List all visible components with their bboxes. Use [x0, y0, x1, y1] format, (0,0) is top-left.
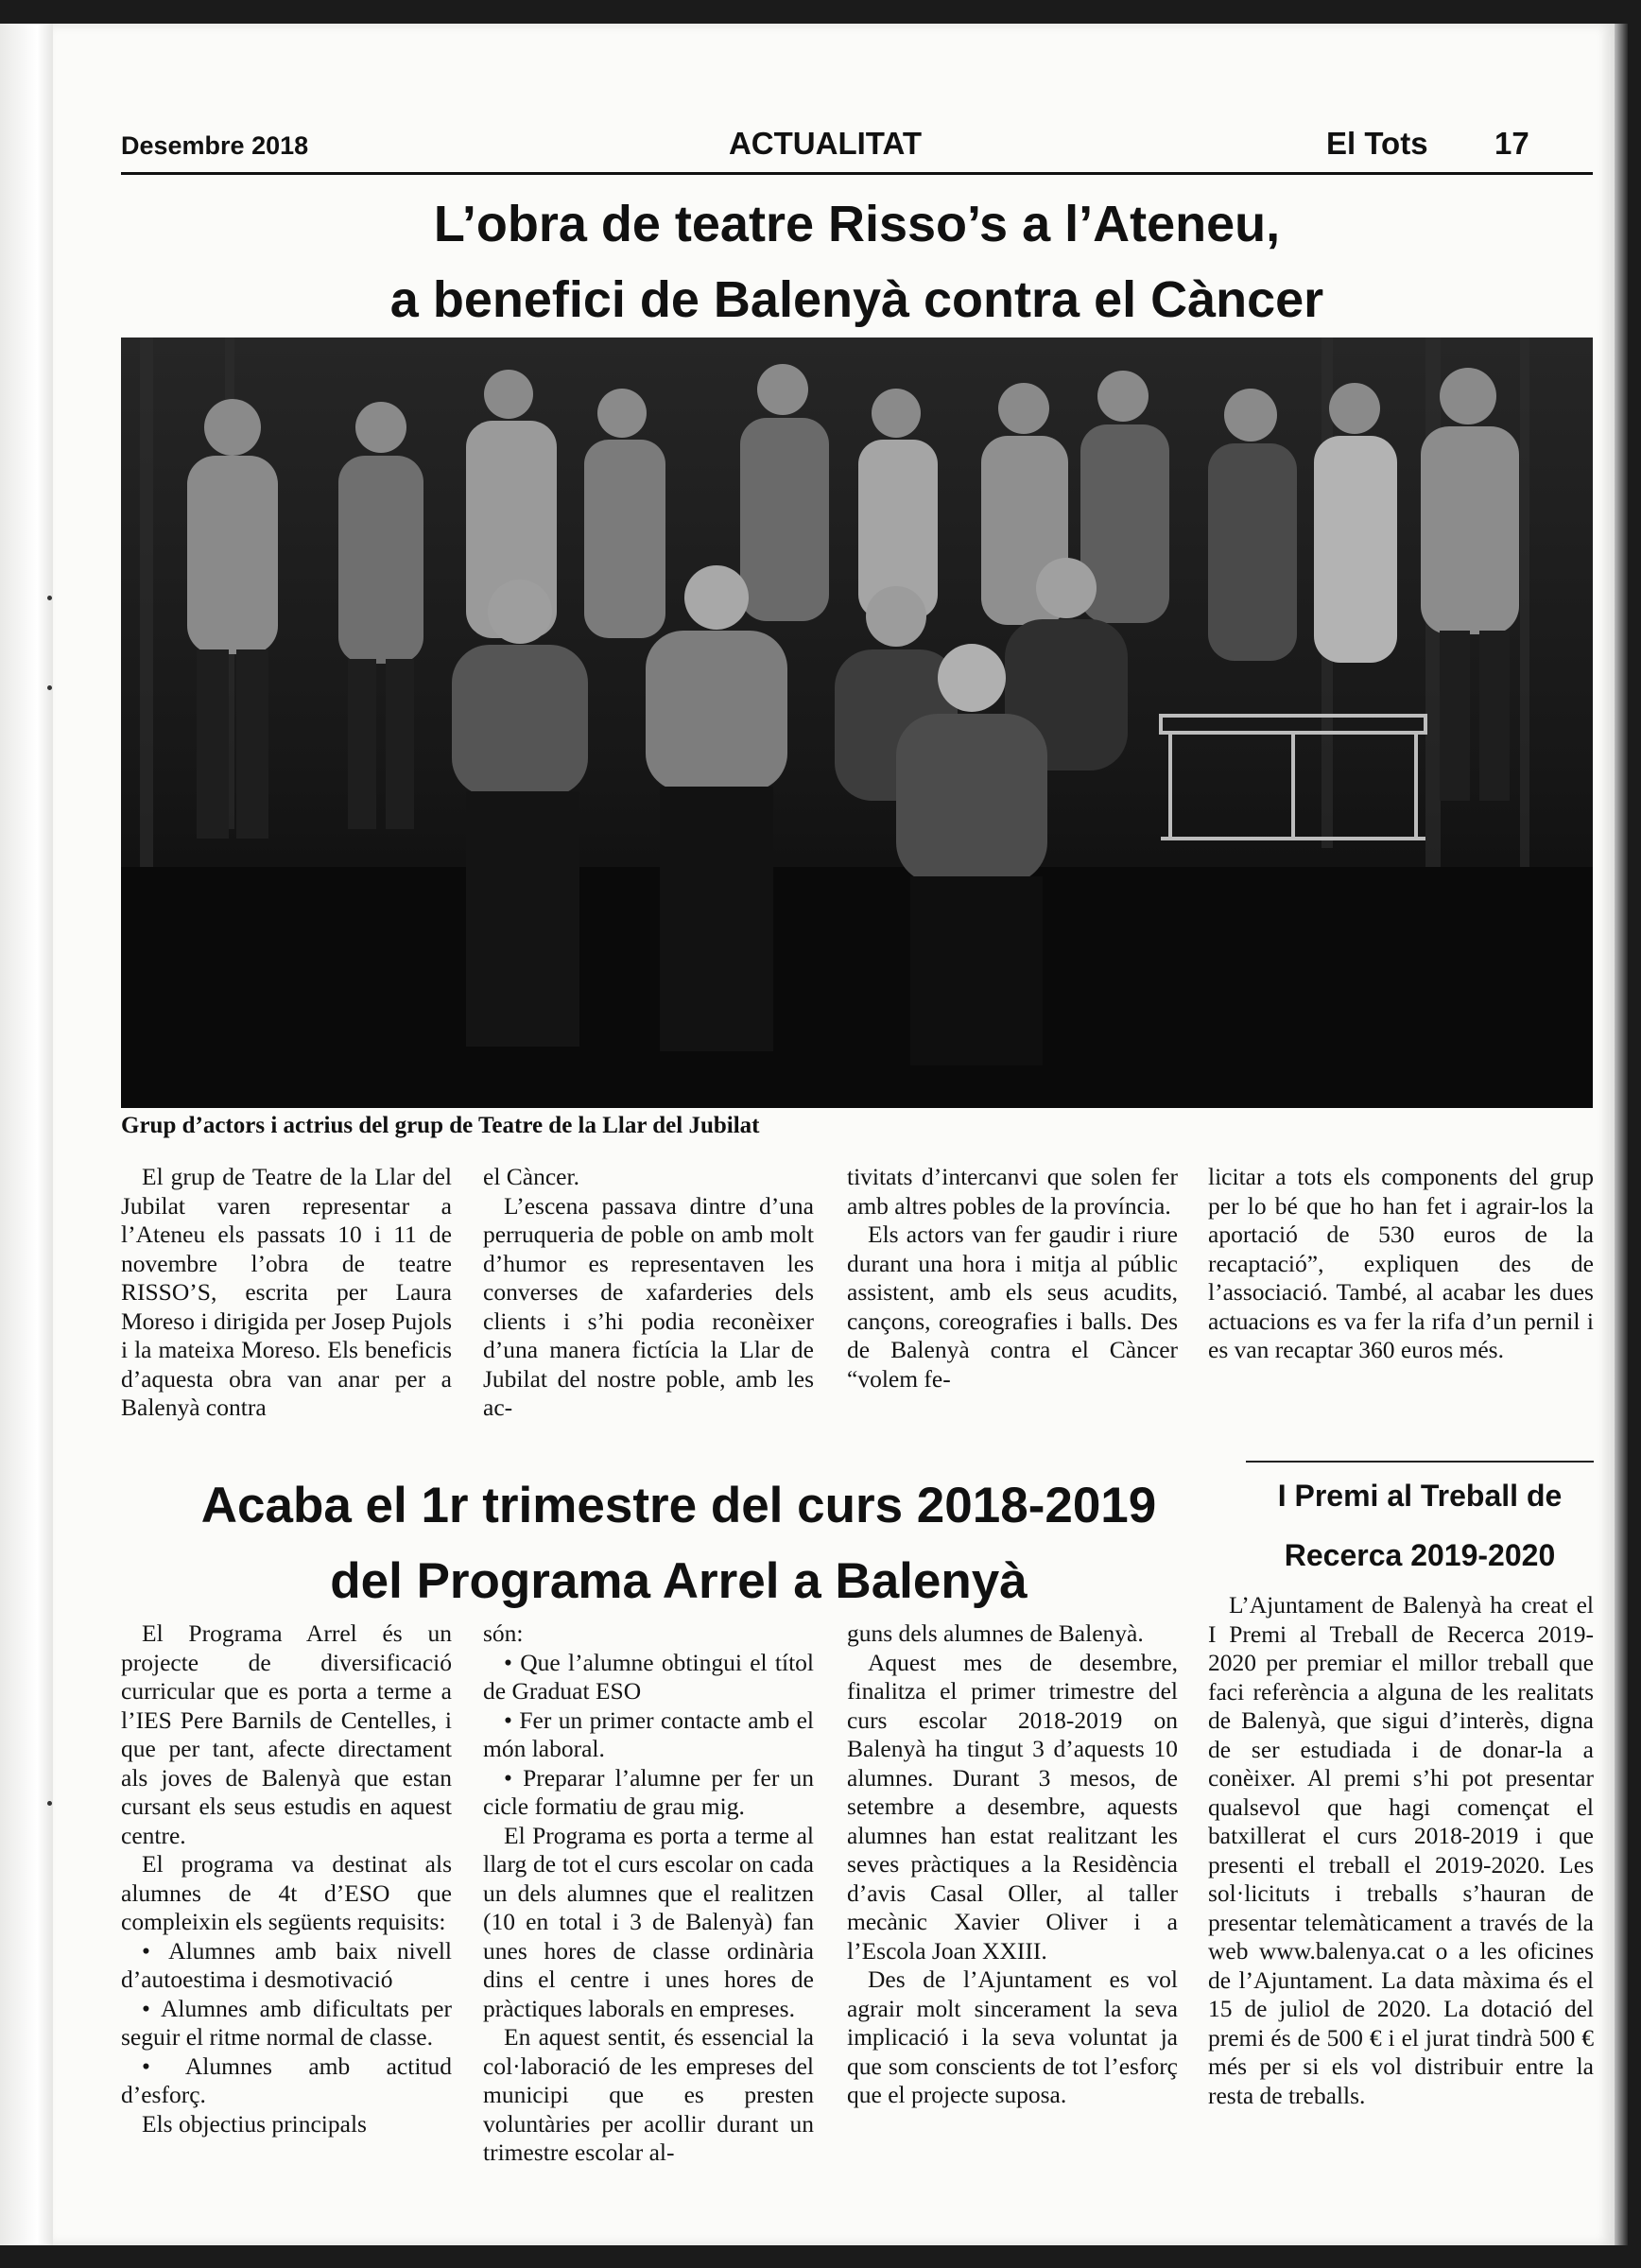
paragraph: L’escena passava dintre d’una perruqueria de poble on amb molt d’humor es representaven les converses de xafarderies dels clients i s’hi podia reconèixer d’una manera fictícia la Llar de Jubilat del nostre poble, amb les ac-	[483, 1191, 814, 1421]
article1-column-2	[483, 1163, 814, 1423]
photo-caption: Grup d’actors i actrius del grup de Teatre de la Llar del Jubilat	[121, 1113, 760, 1138]
group-photo-illustration	[121, 338, 1593, 1108]
paragraph: • Que l’alumne obtingui el títol de Graduat ESO	[483, 1648, 814, 1705]
magazine-page	[53, 24, 1615, 2245]
paragraph: El Programa es porta a terme al llarg de tot el curs escolar on cada un dels alumnes que el realitzen (10 en total i 3 de Balenyà) fan unes hores de classe ordinària dins el centre i unes hores de pràctiques laborals en empreses.	[483, 1821, 814, 2022]
paragraph: tivitats d’intercanvi que solen fer amb altres pobles de la província.	[847, 1163, 1178, 1220]
paragraph: En aquest sentit, és essencial la col·laboració de les empreses del municipi que es presten voluntàries per acollir durant un trimestre escolar al-	[483, 2023, 814, 2166]
staple-mark	[47, 1801, 52, 1806]
article3-title	[1246, 1466, 1594, 1585]
article2-column-2	[483, 1619, 814, 2168]
article3-body	[1208, 1591, 1594, 2110]
article3-title-line2: Recerca 2019-2020	[1284, 1538, 1556, 1572]
article1-title-line2: a benefici de Balenyà contra el Càncer	[389, 271, 1324, 328]
article1-title	[121, 186, 1593, 338]
paragraph: El Programa Arrel és un projecte de diversificació curricular que es porta a terme a l’IES Pere Barnils de Centelles, i que per tant, afecte directament als joves de Balenyà que estan cursant els seus estudis en aquest centre.	[121, 1619, 452, 1849]
paragraph: Els actors van fer gaudir i riure durant una hora i mitja al públic assistent, amb els seus acudits, cançons, coreografies i balls. Des de Balenyà contra el Càncer “volem fe-	[847, 1221, 1178, 1393]
page-edge-shadow	[1615, 24, 1628, 2245]
paragraph: • Alumnes amb actitud d’esforç.	[121, 2052, 452, 2108]
article2-column-1	[121, 1619, 452, 2138]
paragraph: guns dels alumnes de Balenyà.	[847, 1619, 1144, 1647]
article2-title-line1: Acaba el 1r trimestre del curs 2018-2019	[200, 1478, 1157, 1533]
paragraph: • Fer un primer contacte amb el món laboral.	[483, 1705, 814, 1762]
paragraph: el Càncer.	[483, 1163, 579, 1190]
header-rule	[121, 172, 1593, 175]
group-photo	[121, 338, 1593, 1108]
staple-mark	[47, 596, 52, 600]
header-publication: El Tots	[1326, 126, 1428, 161]
article1-title-line1: L’obra de teatre Risso’s a l’Ateneu,	[433, 196, 1281, 252]
paragraph: són:	[483, 1619, 524, 1647]
article2-title	[121, 1468, 1236, 1619]
paragraph: El programa va destinat als alumnes de 4t d’ESO que compleixin els següents requisits:	[121, 1850, 452, 1935]
left-page-edge	[0, 24, 53, 2245]
section-rule	[1246, 1461, 1594, 1463]
paragraph: Des de l’Ajuntament es vol agrair molt sincerament la seva implicació i la seva voluntat ja que som conscients de tot l’esforç que el projecte suposa.	[847, 1965, 1178, 2108]
page-number: 17	[1494, 126, 1529, 161]
paragraph: Aquest mes de desembre, finalitza el primer trimestre del curs escolar 2018-2019 on Balenyà ha tingut 3 d’aquests 10 alumnes. Durant 3 mesos, de setembre a desembre, aquests alumnes han estat realitzant les seves pràctiques a la Residència d’avis Casal Oller, al taller mecànic Xavier Oliver i a l’Escola Joan XXIII.	[847, 1648, 1178, 1965]
article2-title-line2: del Programa Arrel a Balenyà	[330, 1553, 1028, 1609]
header-section: ACTUALITAT	[728, 126, 923, 161]
header-date: Desembre 2018	[121, 131, 309, 160]
article3-title-line1: I Premi al Treball de	[1277, 1479, 1563, 1513]
article1-column-3	[847, 1163, 1178, 1394]
staple-mark	[47, 685, 52, 690]
article1-column-1	[121, 1163, 452, 1423]
paragraph: • Preparar l’alumne per fer un cicle formatiu de grau mig.	[483, 1763, 814, 1820]
article2-column-3	[847, 1619, 1178, 2110]
paragraph: L’Ajuntament de Balenyà ha creat el I Premi al Treball de Recerca 2019-2020 per premiar el millor treball que faci referència a alguna de les realitats de Balenyà, que sigui d’interès, digna de ser estudiada i de donar-la a conèixer. Al premi s’hi pot presentar qualsevol que hagi començat el batxillerat el curs 2018-2019 i que presenti el treball el 2019-2020. Les sol·licituts i treballs s’hauran de presentar telemàticament a través de la web www.balenya.cat o a les oficines de l’Ajuntament. La data màxima és el 15 de juliol de 2020. La dotació del premi és de 500 € i el jurat tindrà 500 € més per si els vol distribuir entre la resta de treballs.	[1208, 1591, 1594, 2109]
paragraph: Els objectius principals	[142, 2109, 367, 2138]
article1-column-4	[1208, 1163, 1594, 1365]
paragraph: • Alumnes amb baix nivell d’autoestima i desmotivació	[121, 1936, 452, 1993]
paragraph: licitar a tots els components del grup per lo bé que ho han fet i agrair-los la aportació de 530 euros de la recaptació”, expliquen des de l’associació. També, al acabar les dues actuacions es va fer la rifa d’un pernil i es van recaptar 360 euros més.	[1208, 1163, 1594, 1363]
paragraph: • Alumnes amb dificultats per seguir el ritme normal de classe.	[121, 1994, 452, 2051]
paragraph: El grup de Teatre de la Llar del Jubilat varen representar a l’Ateneu els passats 10 i 11 de novembre l’obra de teatre RISSO’S, escrita per Laura Moreso i dirigida per Josep Pujols i la mateixa Moreso. Els beneficis d’aquesta obra van anar per a Balenyà contra	[121, 1163, 452, 1421]
